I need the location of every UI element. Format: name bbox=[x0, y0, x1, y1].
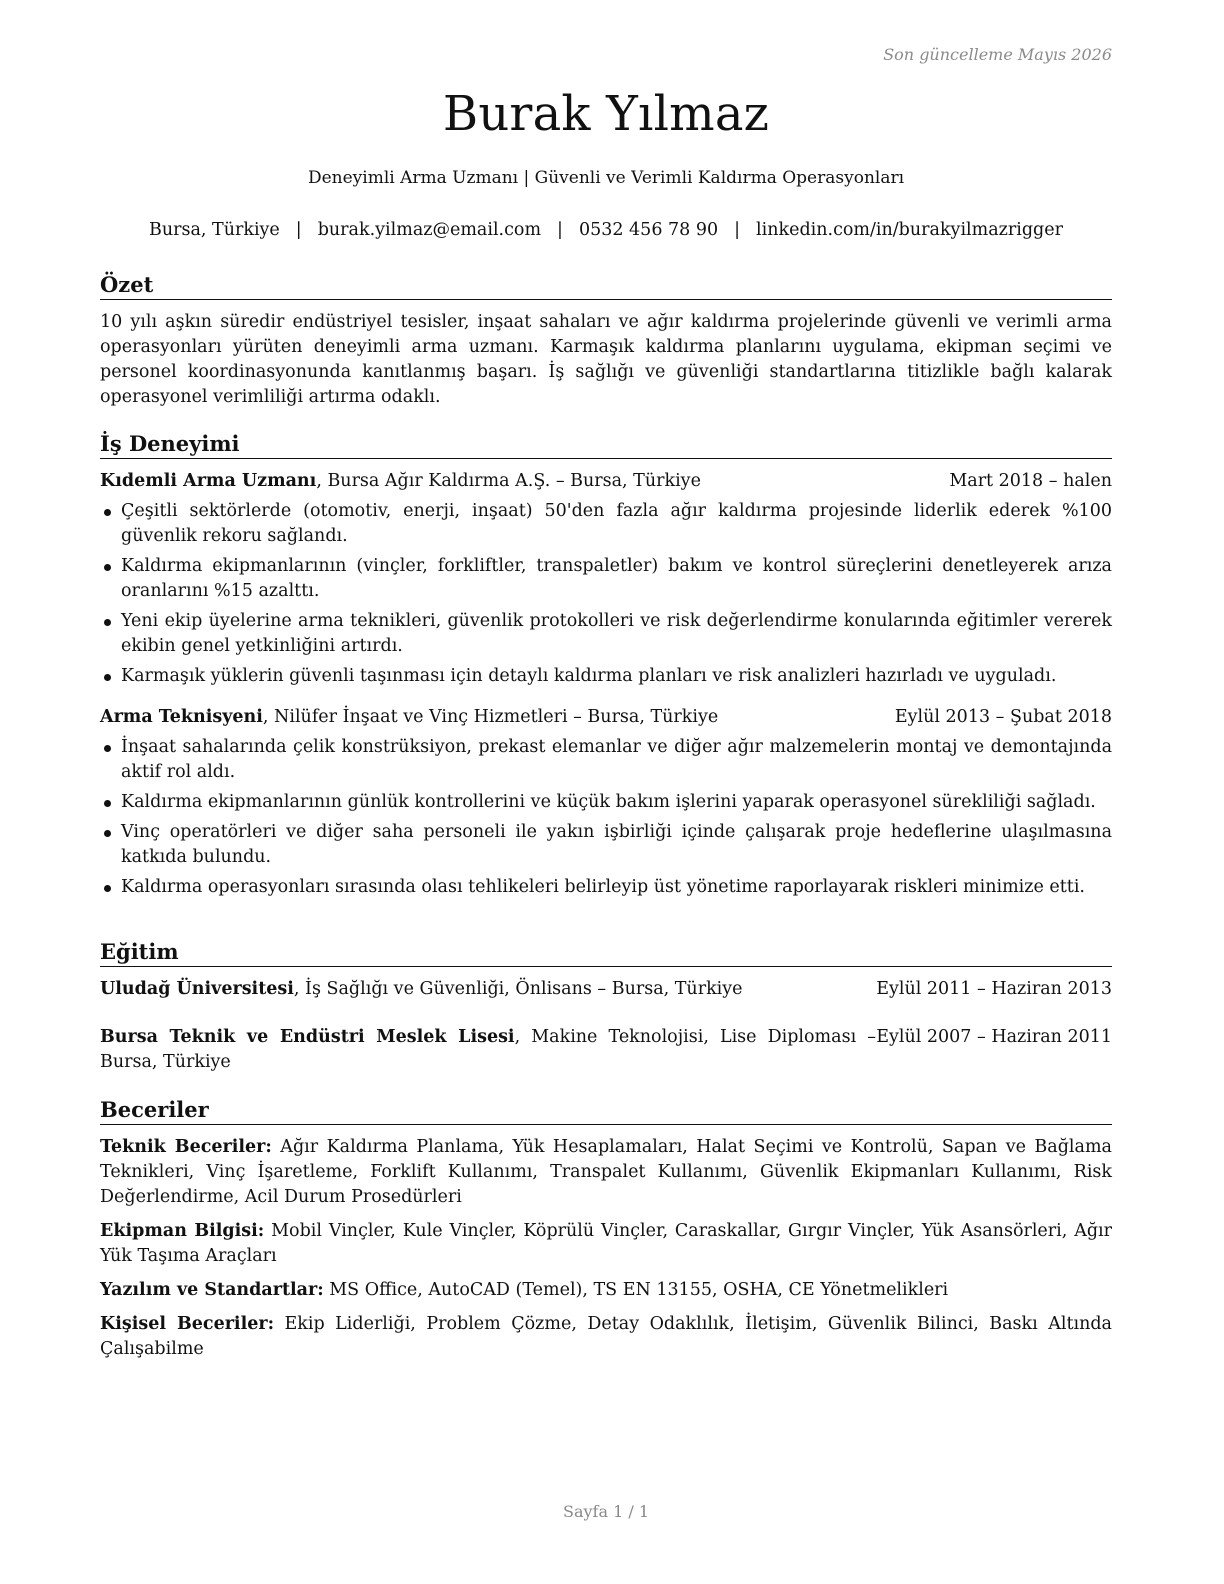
contact-phone: 0532 456 78 90 bbox=[578, 220, 719, 240]
job-bullet: Vinç operatörleri ve diğer saha personeli ile yakın işbirliği içinde çalışarak proje hedeflerine ulaşılmasına katkıda bulundu. bbox=[100, 820, 1112, 870]
skill-text: Ekip Liderliği, Problem Çözme, Detay Odaklılık, İletişim, Güvenlik Bilinci, Baskı Altında Çalışabilme bbox=[100, 1314, 1112, 1359]
contact-location: Bursa, Türkiye bbox=[149, 220, 280, 240]
contact-separator: | bbox=[734, 220, 741, 240]
section-title-skills: Beceriler bbox=[100, 1097, 1112, 1125]
section-title-summary: Özet bbox=[100, 272, 1112, 300]
job-title: Arma Teknisyeni bbox=[100, 707, 263, 727]
candidate-name: Burak Yılmaz bbox=[442, 86, 770, 142]
job-bullets bbox=[100, 499, 1112, 689]
education-entry bbox=[100, 1025, 1112, 1075]
education-section bbox=[100, 939, 1112, 1075]
contact-line bbox=[100, 220, 1112, 240]
job-entry bbox=[100, 469, 1112, 689]
job-company: , Bursa Ağır Kaldırma A.Ş. – Bursa, Türkiye bbox=[316, 471, 701, 491]
education-entry bbox=[100, 977, 1112, 1002]
job-company: , Nilüfer İnşaat ve Vinç Hizmetleri – Bursa, Türkiye bbox=[262, 707, 719, 727]
skill-text: MS Office, AutoCAD (Temel), TS EN 13155, OSHA, CE Yönetmelikleri bbox=[323, 1280, 949, 1300]
education-dates: Eylül 2007 – Haziran 2011 bbox=[876, 1027, 1112, 1047]
skill-group bbox=[100, 1312, 1112, 1362]
job-title: Kıdemli Arma Uzmanı bbox=[100, 471, 317, 491]
skills-section bbox=[100, 1097, 1112, 1371]
skill-label: Yazılım ve Standartlar: bbox=[100, 1280, 324, 1300]
job-dates: Eylül 2013 – Şubat 2018 bbox=[894, 707, 1112, 727]
summary-section bbox=[100, 272, 1112, 410]
contact-separator: | bbox=[295, 220, 302, 240]
tagline: Deneyimli Arma Uzmanı | Güvenli ve Verimli Kaldırma Operasyonları bbox=[307, 168, 905, 188]
job-bullet: Kaldırma operasyonları sırasında olası tehlikeleri belirleyip üst yönetime raporlayarak riskleri minimize etti. bbox=[100, 875, 1112, 900]
job-bullets bbox=[100, 735, 1112, 900]
job-dates: Mart 2018 – halen bbox=[949, 471, 1112, 491]
skill-text: Ağır Kaldırma Planlama, Yük Hesaplamaları, Halat Seçimi ve Kontrolü, Sapan ve Bağlama Teknikleri, Vinç İşaretleme, Forklift Kullanımı, Transpalet Kullanımı, Güvenlik Ekipmanları Kullanımı, Risk Değerlendirme, Acil Durum Prosedürleri bbox=[100, 1137, 1112, 1207]
skill-text: Mobil Vinçler, Kule Vinçler, Köprülü Vinçler, Caraskallar, Gırgır Vinçler, Yük Asansörleri, Ağır Yük Taşıma Araçları bbox=[100, 1221, 1112, 1266]
skill-group bbox=[100, 1219, 1112, 1269]
job-bullet: Karmaşık yüklerin güvenli taşınması için detaylı kaldırma planları ve risk analizleri hazırladı ve uyguladı. bbox=[100, 664, 1112, 689]
page-number: Sayfa 1 / 1 bbox=[562, 1502, 649, 1521]
education-detail: , Makine Teknolojisi, Lise Diploması – Bursa, Türkiye bbox=[100, 1027, 876, 1072]
skill-group bbox=[100, 1135, 1112, 1210]
contact-email[interactable]: burak.yilmaz@email.com bbox=[317, 220, 542, 240]
skill-label: Ekipman Bilgisi: bbox=[100, 1221, 265, 1241]
resume-page bbox=[100, 0, 1112, 1584]
job-bullet: Kaldırma ekipmanlarının günlük kontrollerini ve küçük bakım işlerini yaparak operasyonel sürekliliği sağladı. bbox=[100, 790, 1112, 815]
summary-text: 10 yılı aşkın süredir endüstriyel tesisler, inşaat sahaları ve ağır kaldırma projelerinde güvenli ve verimli arma operasyonları yürüten deneyimli arma uzmanı. Karmaşık kaldırma planlarını uygulama, ekipman seçimi ve personel koordinasyonunda kanıtlanmış başarı. İş sağlığı ve güvenliği standartlarına titizlikle bağlı kalarak operasyonel verimliliği artırma odaklı. bbox=[100, 312, 1112, 407]
job-entry bbox=[100, 705, 1112, 900]
experience-section bbox=[100, 431, 1112, 905]
last-updated: Son güncelleme Mayıs 2026 bbox=[883, 45, 1112, 64]
job-bullet: Çeşitli sektörlerde (otomotiv, enerji, inşaat) 50'den fazla ağır kaldırma projesinde liderlik ederek %100 güvenlik rekoru sağlandı. bbox=[100, 499, 1112, 549]
skill-label: Teknik Beceriler: bbox=[100, 1137, 272, 1157]
skill-label: Kişisel Beceriler: bbox=[100, 1314, 275, 1334]
skill-group bbox=[100, 1278, 1112, 1303]
contact-separator: | bbox=[557, 220, 563, 240]
section-title-education: Eğitim bbox=[100, 939, 1112, 967]
job-bullet: Kaldırma ekipmanlarının (vinçler, forkliftler, transpaletler) bakım ve kontrol süreçlerini denetleyerek arıza oranlarını %15 azalttı. bbox=[100, 554, 1112, 604]
education-detail: , İş Sağlığı ve Güvenliği, Önlisans – Bursa, Türkiye bbox=[293, 979, 743, 999]
contact-linkedin[interactable]: linkedin.com/in/burakyilmazrigger bbox=[756, 220, 1063, 240]
section-title-experience: İş Deneyimi bbox=[100, 431, 1112, 459]
job-bullet: İnşaat sahalarında çelik konstrüksiyon, prekast elemanlar ve diğer ağır malzemelerin montaj ve demontajında aktif rol aldı. bbox=[100, 735, 1112, 785]
education-school: Uludağ Üniversitesi bbox=[100, 979, 294, 999]
job-header bbox=[100, 469, 1112, 494]
job-bullet: Yeni ekip üyelerine arma teknikleri, güvenlik protokolleri ve risk değerlendirme konularında eğitimler vererek ekibin genel yetkinliğini artırdı. bbox=[100, 609, 1112, 659]
education-dates: Eylül 2011 – Haziran 2013 bbox=[876, 979, 1112, 999]
job-header bbox=[100, 705, 1112, 730]
education-school: Bursa Teknik ve Endüstri Meslek Lisesi bbox=[100, 1027, 515, 1047]
